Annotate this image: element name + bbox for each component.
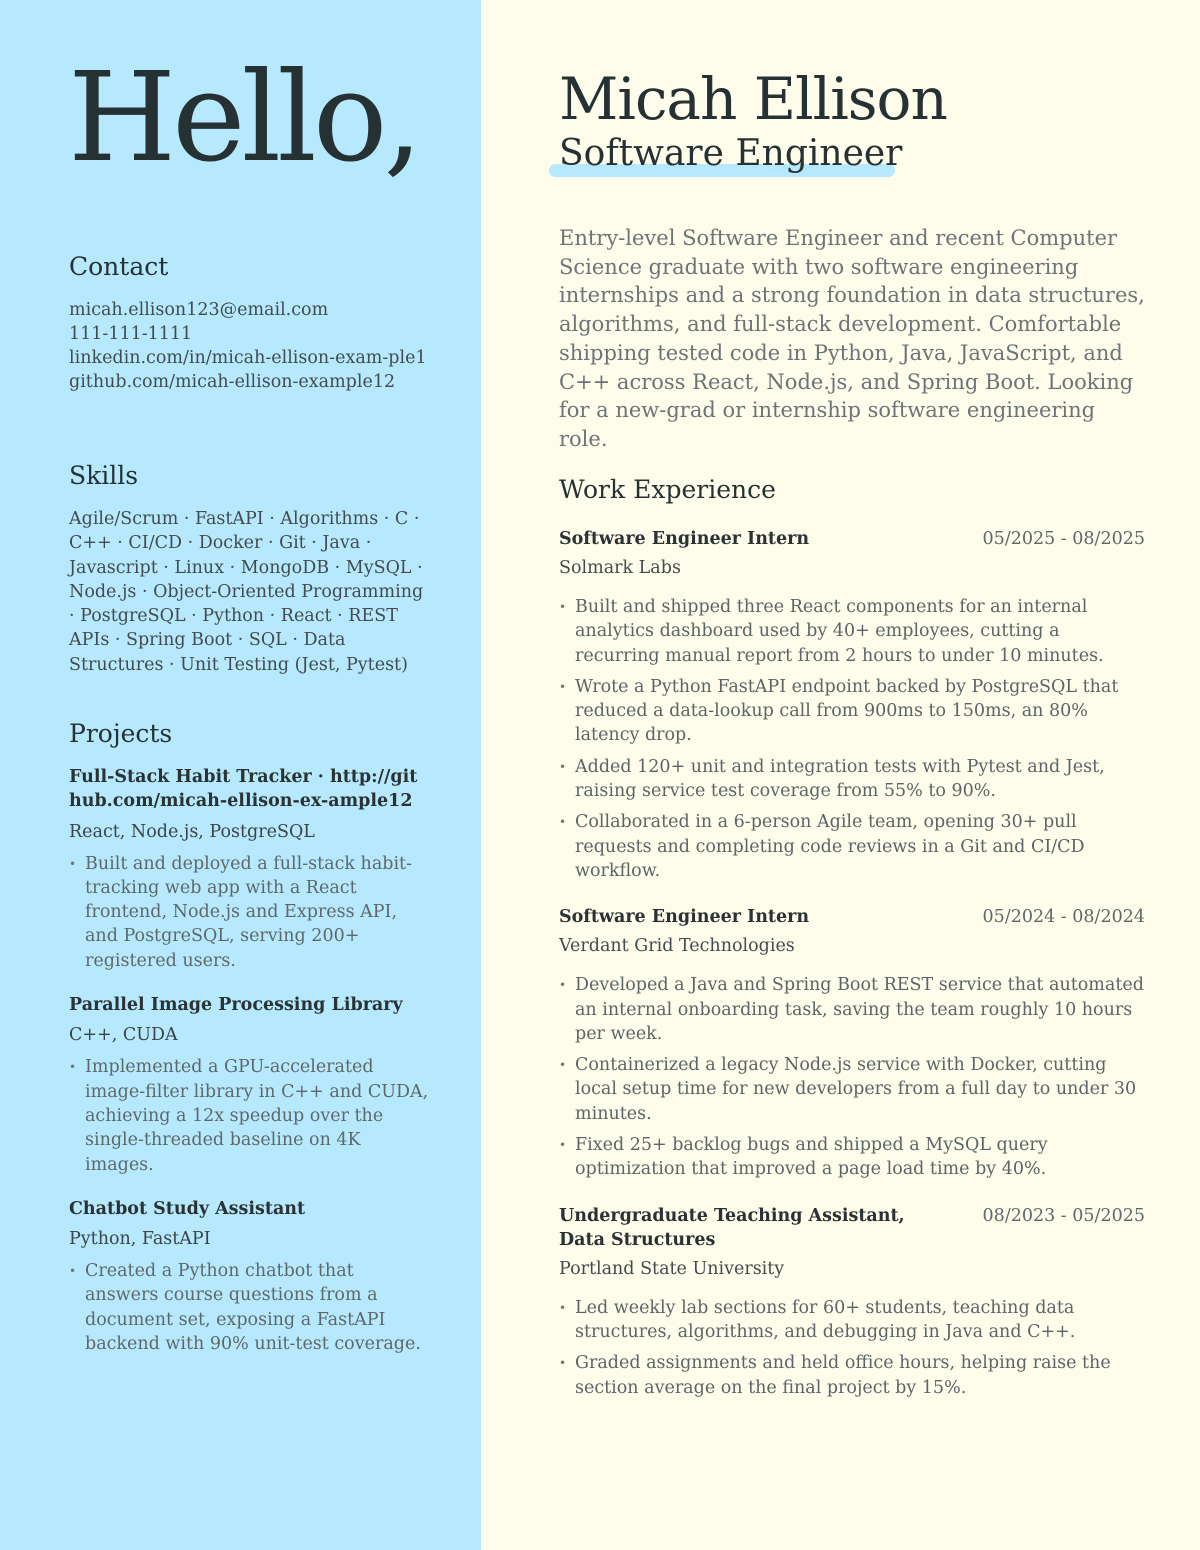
main-content (481, 0, 1200, 1550)
job-entry (559, 527, 1149, 883)
job-dates: 05/2024 - 08/2024 (982, 907, 1145, 928)
job-company: Verdant Grid Technologies (559, 936, 795, 957)
linkedin-link[interactable]: linkedin.com/in/micah-ellison-exam-ple1 (69, 348, 427, 368)
project-title: Chatbot Study Assistant (69, 1198, 306, 1219)
project-bullets (69, 1055, 429, 1176)
contact-section (69, 252, 429, 394)
project-tech: C++, CUDA (69, 1025, 178, 1046)
project-bullets (69, 852, 429, 973)
project-bullet: • Created a Python chatbot that answers course questions from a document set, exposing a FastAPI backend with 90% unit-test coverage. (69, 1259, 429, 1356)
project-bullet: • Built and deployed a full-stack habit-tracking web app with a React frontend, Node.js and Express API, and PostgreSQL, serving 200+ registered users. (69, 852, 429, 973)
summary-text: Entry-level Software Engineer and recent Computer Science graduate with two software engineering internships and a strong foundation in data structures, algorithms, and full-stack development. Comfortable shipping tested code in Python, Java, JavaScript, and C++ across React, Node.js, and Spring Boot. Looking for a new-grad or internship software engineering role. (559, 226, 1145, 451)
candidate-name: Micah Ellison (559, 65, 947, 133)
greeting: Hello, (68, 46, 419, 190)
job-company: Solmark Labs (559, 558, 681, 578)
project-tech: React, Node.js, PostgreSQL (69, 821, 315, 842)
job-bullet: • Collaborated in a 6-person Agile team, opening 30+ pull requests and completing code reviews in a Git and CI/CD workflow. (559, 810, 1149, 883)
job-bullet: • Graded assignments and held office hours, helping raise the section average on the final project by 15%. (559, 1351, 1149, 1400)
contact-heading: Contact (69, 252, 169, 281)
job-bullet: • Fixed 25+ backlog bugs and shipped a MySQL query optimization that improved a page load time by 40%. (559, 1133, 1149, 1182)
project-tech: Python, FastAPI (69, 1229, 211, 1250)
job-bullets (559, 973, 1149, 1181)
github-link[interactable]: github.com/micah-ellison-example12 (69, 372, 396, 392)
project-bullets (69, 1259, 429, 1356)
projects-heading: Projects (69, 719, 173, 748)
job-bullet: • Containerized a legacy Node.js service with Docker, cutting local setup time for new developers from a full day to under 30 minutes. (559, 1053, 1149, 1126)
job-bullet: • Led weekly lab sections for 60+ students, teaching data structures, algorithms, and debugging in Java and C++. (559, 1296, 1149, 1345)
job-title-block (559, 134, 902, 174)
skills-heading: Skills (69, 461, 139, 490)
job-bullets (559, 595, 1149, 883)
job-role: Undergraduate Teaching Assistant, Data Structures (559, 1205, 905, 1250)
job-title: Software Engineer (559, 133, 903, 174)
work-list (559, 527, 1149, 1422)
project-title: Parallel Image Processing Library (69, 995, 403, 1016)
job-dates: 08/2023 - 05/2025 (982, 1205, 1145, 1226)
job-bullet: • Built and shipped three React components for an internal analytics dashboard used by 40+ employees, cutting a recurring manual report from 2 hours to under 10 minutes. (559, 595, 1149, 668)
job-entry (559, 905, 1149, 1181)
job-bullet: • Added 120+ unit and integration tests with Pytest and Jest, raising service test coverage from 55% to 90%. (559, 755, 1149, 804)
project-item (69, 993, 429, 1177)
project-title: Full-Stack Habit Tracker · http://github.com/micah-ellison-ex-ample12 (69, 767, 418, 812)
job-company: Portland State University (559, 1258, 785, 1279)
sidebar (0, 0, 481, 1550)
skills-section (69, 461, 429, 677)
project-bullet: • Implemented a GPU-accelerated image-filter library in C++ and CUDA, achieving a 12x speedup over the single-threaded baseline on 4K images. (69, 1055, 429, 1176)
phone-number: 111-111-1111 (69, 324, 193, 344)
job-role: Software Engineer Intern (559, 907, 810, 928)
job-role: Software Engineer Intern (559, 529, 810, 549)
projects-section (69, 719, 429, 1376)
job-bullets (559, 1296, 1149, 1400)
work-heading: Work Experience (559, 475, 776, 504)
skills-list: Agile/Scrum · FastAPI · Algorithms · C · C++ · CI/CD · Docker · Git · Java · Javascript · Linux · MongoDB · MySQL · Node.js · Object-Oriented Programming · PostgreSQL · Python · React · REST APIs · Spring Boot · SQL · Data Structures · Unit Testing (Jest, Pytest) (69, 509, 424, 675)
project-item (69, 765, 429, 973)
job-bullet: • Wrote a Python FastAPI endpoint backed by PostgreSQL that reduced a data-lookup call from 900ms to 150ms, an 80% latency drop. (559, 675, 1149, 748)
job-dates: 05/2025 - 08/2025 (982, 529, 1145, 549)
job-entry (559, 1204, 1149, 1400)
project-item (69, 1197, 429, 1356)
job-bullet: • Developed a Java and Spring Boot REST service that automated an internal onboarding task, saving the team roughly 10 hours per week. (559, 973, 1149, 1046)
email-link[interactable]: micah.ellison123@email.com (69, 300, 329, 320)
